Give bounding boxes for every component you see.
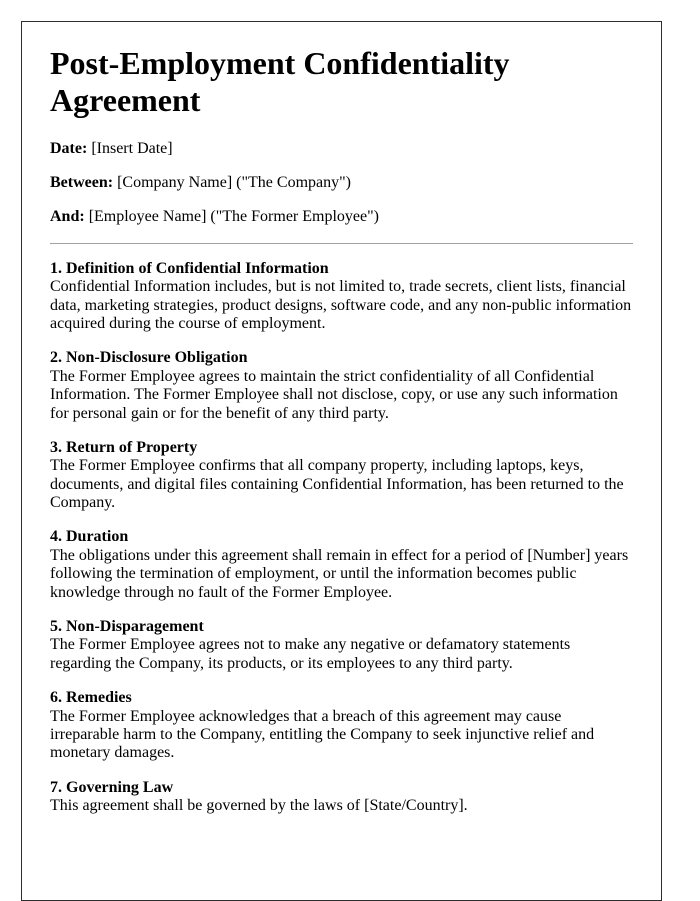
section-heading: 6. Remedies <box>50 689 132 707</box>
section-non-disclosure <box>50 349 633 423</box>
section-body: The Former Employee acknowledges that a breach of this agreement may cause irreparable harm to the Company, entitling the Company to seek injunctive relief and monetary damages. <box>50 707 595 762</box>
section-body: The obligations under this agreement shall remain in effect for a period of [Number] years following the termination of employment, or until the information becomes public knowledge through no fault of the Former Employee. <box>50 546 629 601</box>
date-value: [Insert Date] <box>87 139 173 157</box>
and-label: And: <box>50 208 85 226</box>
section-body: Confidential Information includes, but is not limited to, trade secrets, client lists, financial data, marketing strategies, product designs, software code, and any non-public information acquired during the course of employment. <box>50 278 632 332</box>
document-clip-region <box>21 21 662 815</box>
meta-line-date <box>50 140 633 158</box>
section-remedies <box>50 689 633 763</box>
document-card <box>21 21 662 901</box>
section-heading: 5. Non-Disparagement <box>50 618 204 636</box>
section-governing-law <box>50 779 633 816</box>
meta-line-and <box>50 208 633 226</box>
section-heading: 3. Return of Property <box>50 438 198 456</box>
section-heading: 1. Definition of Confidential Information <box>50 259 329 277</box>
meta-line-between <box>50 174 633 192</box>
section-definition <box>50 260 633 334</box>
and-value: [Employee Name] ("The Former Employee") <box>84 208 379 226</box>
between-label: Between: <box>50 173 114 191</box>
document-title: Post-Employment Confidentiality Agreement <box>50 45 510 118</box>
section-body: The Former Employee agrees to maintain the strict confidentiality of all Confidential Information. The Former Employee shall not disclose, copy, or use any such information for personal gain or for the benefit of any third party. <box>50 367 618 422</box>
section-duration <box>50 528 633 602</box>
section-return-of-property <box>50 439 633 513</box>
date-label: Date: <box>50 139 88 157</box>
section-body: This agreement shall be governed by the laws of [State/Country]. <box>50 797 468 815</box>
divider <box>50 243 633 244</box>
section-heading: 7. Governing Law <box>50 778 174 796</box>
section-body: The Former Employee agrees not to make any negative or defamatory statements regarding the Company, its products, or its employees to any third party. <box>50 636 571 672</box>
section-heading: 2. Non-Disclosure Obligation <box>50 349 248 367</box>
between-value: [Company Name] ("The Company") <box>113 173 351 191</box>
section-non-disparagement <box>50 618 633 673</box>
section-heading: 4. Duration <box>50 528 129 546</box>
section-body: The Former Employee confirms that all company property, including laptops, keys, documents, and digital files containing Confidential Information, has been returned to the Company. <box>50 457 624 512</box>
